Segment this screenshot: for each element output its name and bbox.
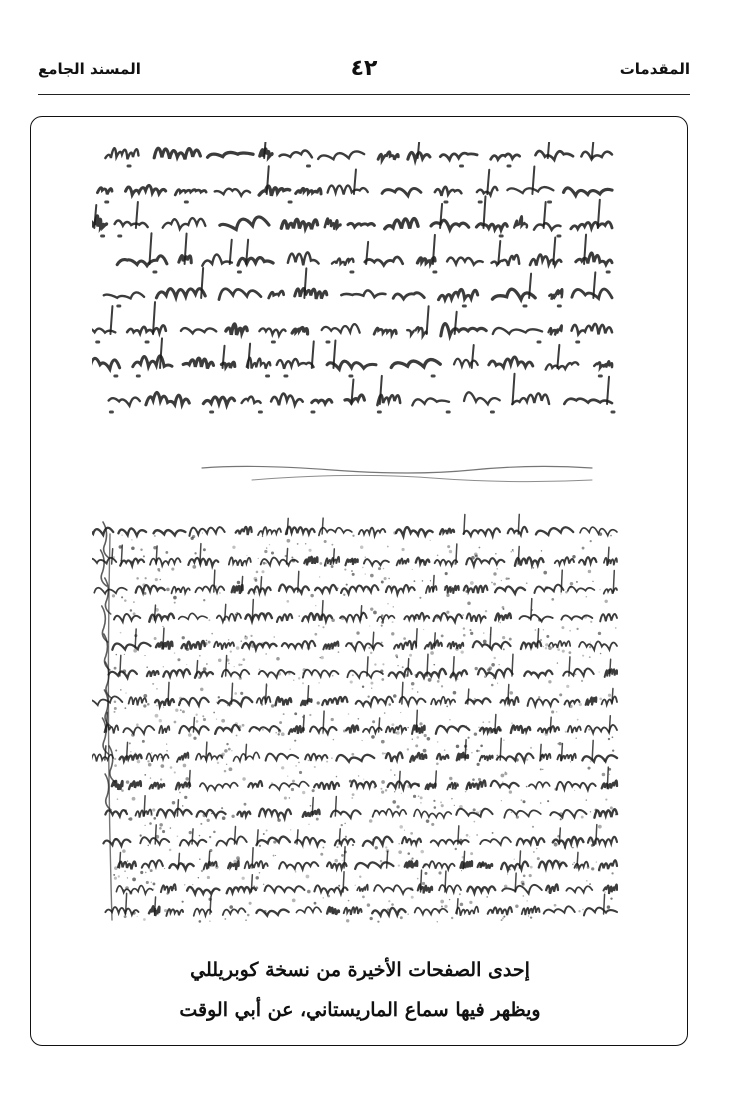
page-number: ٤٢ [350, 56, 378, 81]
figure-caption [100, 950, 620, 1030]
book-title: المسند الجامع [38, 60, 141, 78]
running-header [38, 56, 690, 90]
caption-line-2: ويظهر فيها سماع الماريستاني، عن أبي الوقت [179, 999, 541, 1021]
header-divider [38, 94, 690, 95]
section-title: المقدمات [619, 60, 690, 78]
manuscript-page-image [92, 142, 624, 926]
caption-line-1: إحدى الصفحات الأخيرة من نسخة كوبريللي [190, 959, 530, 981]
